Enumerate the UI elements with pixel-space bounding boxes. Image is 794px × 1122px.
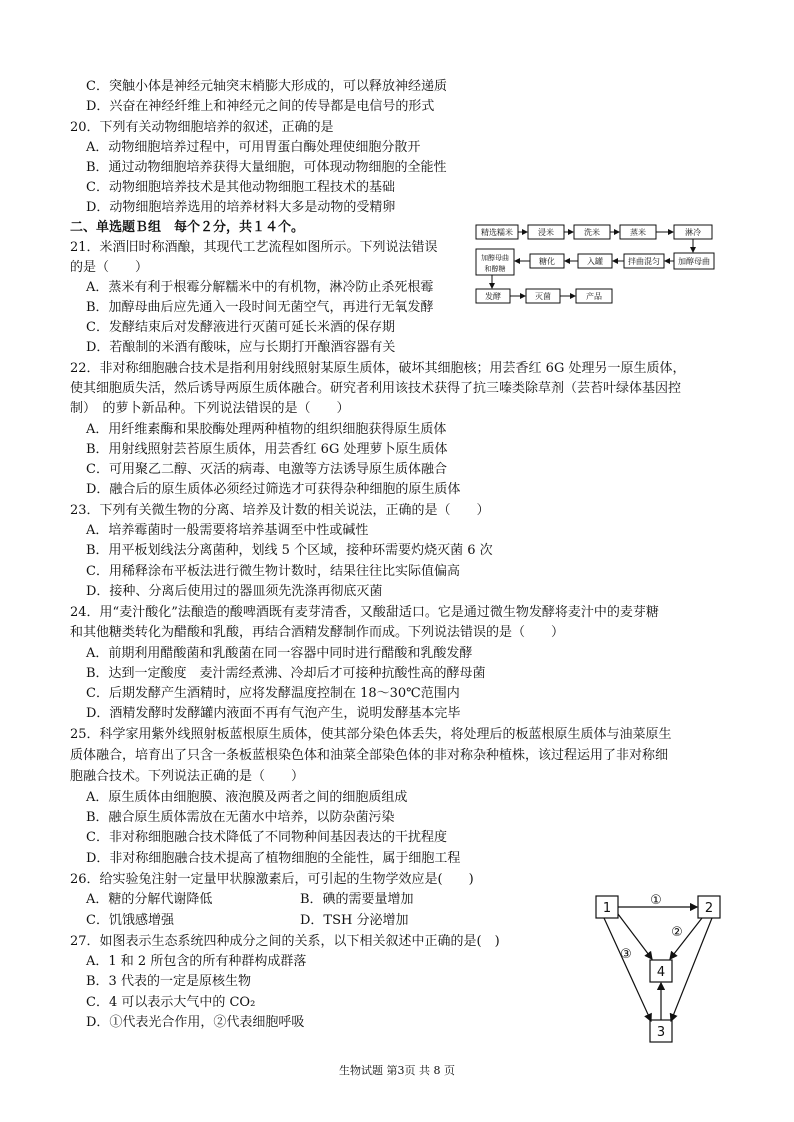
flow-box: 精选糯米	[481, 228, 513, 237]
arrow-label-1: ①	[650, 893, 662, 908]
text-line: D．接种、分离后使用过的器皿须先洗涤再彻底灭菌	[86, 584, 383, 599]
text-line: 20．下列有关动物细胞培养的叙述，正确的是	[70, 120, 334, 135]
flow-box: 蒸米	[630, 228, 646, 237]
text-line: B．加醇母曲后应先通入一段时间无菌空气，再进行无氧发酵	[86, 300, 434, 315]
flow-box: 加醇母曲	[481, 254, 509, 262]
text-line: A．1 和 2 所包含的所有种群构成群落	[86, 954, 307, 969]
node-1: 1	[602, 901, 612, 916]
text-line: C．可用聚乙二醇、灭活的病毒、电激等方法诱导原生质体融合	[86, 462, 447, 477]
flow-box: 入罐	[587, 257, 603, 266]
text-line: 22．非对称细胞融合技术是指利用射线照射某原生质体，破坏其细胞核；用芸香红 6G 处理另一原生质体，	[70, 361, 686, 376]
flow-box: 淋冷	[685, 228, 701, 237]
node-2: 2	[704, 901, 714, 916]
node-4: 4	[656, 965, 666, 980]
text-line: B．达到一定酸度 麦汁需经煮沸、冷却后才可接种抗酸性高的酵母菌	[86, 666, 486, 681]
text-line: A．前期利用醋酸菌和乳酸菌在同一容器中同时进行醋酸和乳酸发酵	[86, 646, 473, 661]
text-line: 21．米酒旧时称酒酿，其现代工艺流程如图所示。下列说法错误	[70, 240, 438, 255]
text-line: D．非对称细胞融合技术提高了植物细胞的全能性，属于细胞工程	[86, 851, 461, 866]
text-line: A．蒸米有利于根霉分解糯米中的有机物，淋冷防止杀死根霉	[86, 280, 434, 295]
text-line: 二、单选题Ｂ组 每个２分，共１４个。	[70, 220, 305, 235]
text-line: D．酒精发酵时发酵罐内液面不再有气泡产生，说明发酵基本完毕	[86, 706, 461, 721]
text-line: B．融合原生质体需放在无菌水中培养，以防杂菌污染	[86, 810, 395, 825]
arrow-label-3: ③	[620, 947, 632, 962]
text-line: A．动物细胞培养过程中，可用胃蛋白酶处理使细胞分散开	[86, 140, 421, 155]
text-line: 24．用“麦汁酸化”法酿造的酸啤酒既有麦芽清香，又酸甜适口。它是通过微生物发酵将麦汁中的麦芽糖	[70, 605, 659, 620]
rice-wine-flowchart	[474, 222, 724, 308]
text-line: D．动物细胞培养选用的培养材料大多是动物的受精卵	[86, 200, 396, 215]
q26-option: A．糖的分解代谢降低	[86, 892, 213, 907]
text-line: C．后期发酵产生酒精时，应将发酵温度控制在 18～30℃范围内	[86, 686, 460, 701]
text-line: 胞融合技术。下列说法正确的是（ ）	[70, 769, 305, 784]
text-line: A．培养霉菌时一般需要将培养基调至中性或碱性	[86, 523, 369, 538]
flow-box: 发酵	[485, 292, 501, 301]
text-line: C．动物细胞培养技术是其他动物细胞工程技术的基础	[86, 180, 395, 195]
flow-box: 和醇糖	[484, 265, 506, 273]
text-line: C．用稀释涂布平板法进行微生物计数时，结果往往比实际值偏高	[86, 564, 460, 579]
flow-box: 洗米	[584, 228, 600, 237]
text-line: 25．科学家用紫外线照射板蓝根原生质体，使其部分染色体丢失，将处理后的板蓝根原生质体与油菜原生	[70, 727, 672, 742]
q26-option: B．碘的需要量增加	[300, 892, 414, 907]
node-3: 3	[656, 1025, 666, 1040]
text-line: 23．下列有关微生物的分离、培养及计数的相关说法，正确的是（ ）	[70, 503, 490, 518]
flow-box: 灭菌	[535, 292, 551, 301]
text-line: B．用平板划线法分离菌种，划线 5 个区域，接种环需要灼烧灭菌 6 次	[86, 543, 493, 558]
flow-box: 浸米	[538, 228, 554, 237]
text-line: 制） 的萝卜新品种。下列说法错误的是（ ）	[70, 401, 350, 416]
q26-option: D．TSH 分泌增加	[300, 913, 409, 928]
text-line: 27．如图表示生态系统四种成分之间的关系，以下相关叙述中正确的是( )	[70, 934, 500, 949]
text-line: 的是（ ）	[70, 260, 149, 275]
text-line: C．非对称细胞融合技术降低了不同物种间基因表达的干扰程度	[86, 830, 447, 845]
text-line: B．通过动物细胞培养获得大量细胞，可体现动物细胞的全能性	[86, 160, 447, 175]
text-line: A．用纤维素酶和果胶酶处理两种植物的组织细胞获得原生质体	[86, 422, 447, 437]
text-line: B．3 代表的一定是原核生物	[86, 974, 251, 989]
text-line: C．突触小体是神经元轴突末梢膨大形成的，可以释放神经递质	[86, 79, 447, 94]
text-line: 质体融合，培育出了只含一条板蓝根染色体和油菜全部染色体的非对称杂种植株，该过程运用了非对称细	[70, 748, 669, 763]
flow-box: 产品	[586, 292, 602, 301]
flow-box: 加醇母曲	[678, 257, 710, 266]
text-line: 和其他糖类转化为醋酸和乳酸，再结合酒精发酵制作而成。下列说法错误的是（ ）	[70, 625, 565, 640]
text-line: A．原生质体由细胞膜、液泡膜及两者之间的细胞质组成	[86, 790, 408, 805]
flow-box: 拌曲混匀	[628, 257, 660, 266]
text-line: 使其细胞质失活，然后诱导两原生质体融合。研究者利用该技术获得了抗三嗪类除草剂（芸苔叶绿体基因控	[70, 381, 682, 396]
text-line: C．4 可以表示大气中的 CO₂	[86, 995, 256, 1010]
q26-option: C．饥饿感增强	[86, 913, 174, 928]
flow-box: 糖化	[539, 257, 555, 266]
arrow-label-2: ②	[671, 925, 683, 940]
ecosystem-diagram	[590, 888, 730, 1048]
text-line: C．发酵结束后对发酵液进行灭菌可延长米酒的保存期	[86, 320, 395, 335]
text-line: D．兴奋在神经纤维上和神经元之间的传导都是电信号的形式	[86, 99, 435, 114]
text-line: D．融合后的原生质体必须经过筛选才可获得杂种细胞的原生质体	[86, 482, 461, 497]
text-line: D．若酿制的米酒有酸味，应与长期打开酿酒容器有关	[86, 340, 396, 355]
text-line: D．①代表光合作用，②代表细胞呼吸	[86, 1015, 305, 1030]
text-line: 26．给实验兔注射一定量甲状腺激素后，可引起的生物学效应是( )	[70, 872, 474, 887]
page-footer: 生物试题 第3页 共 8 页	[339, 1064, 455, 1077]
text-line: B．用射线照射芸苔原生质体，用芸香红 6G 处理萝卜原生质体	[86, 442, 448, 457]
